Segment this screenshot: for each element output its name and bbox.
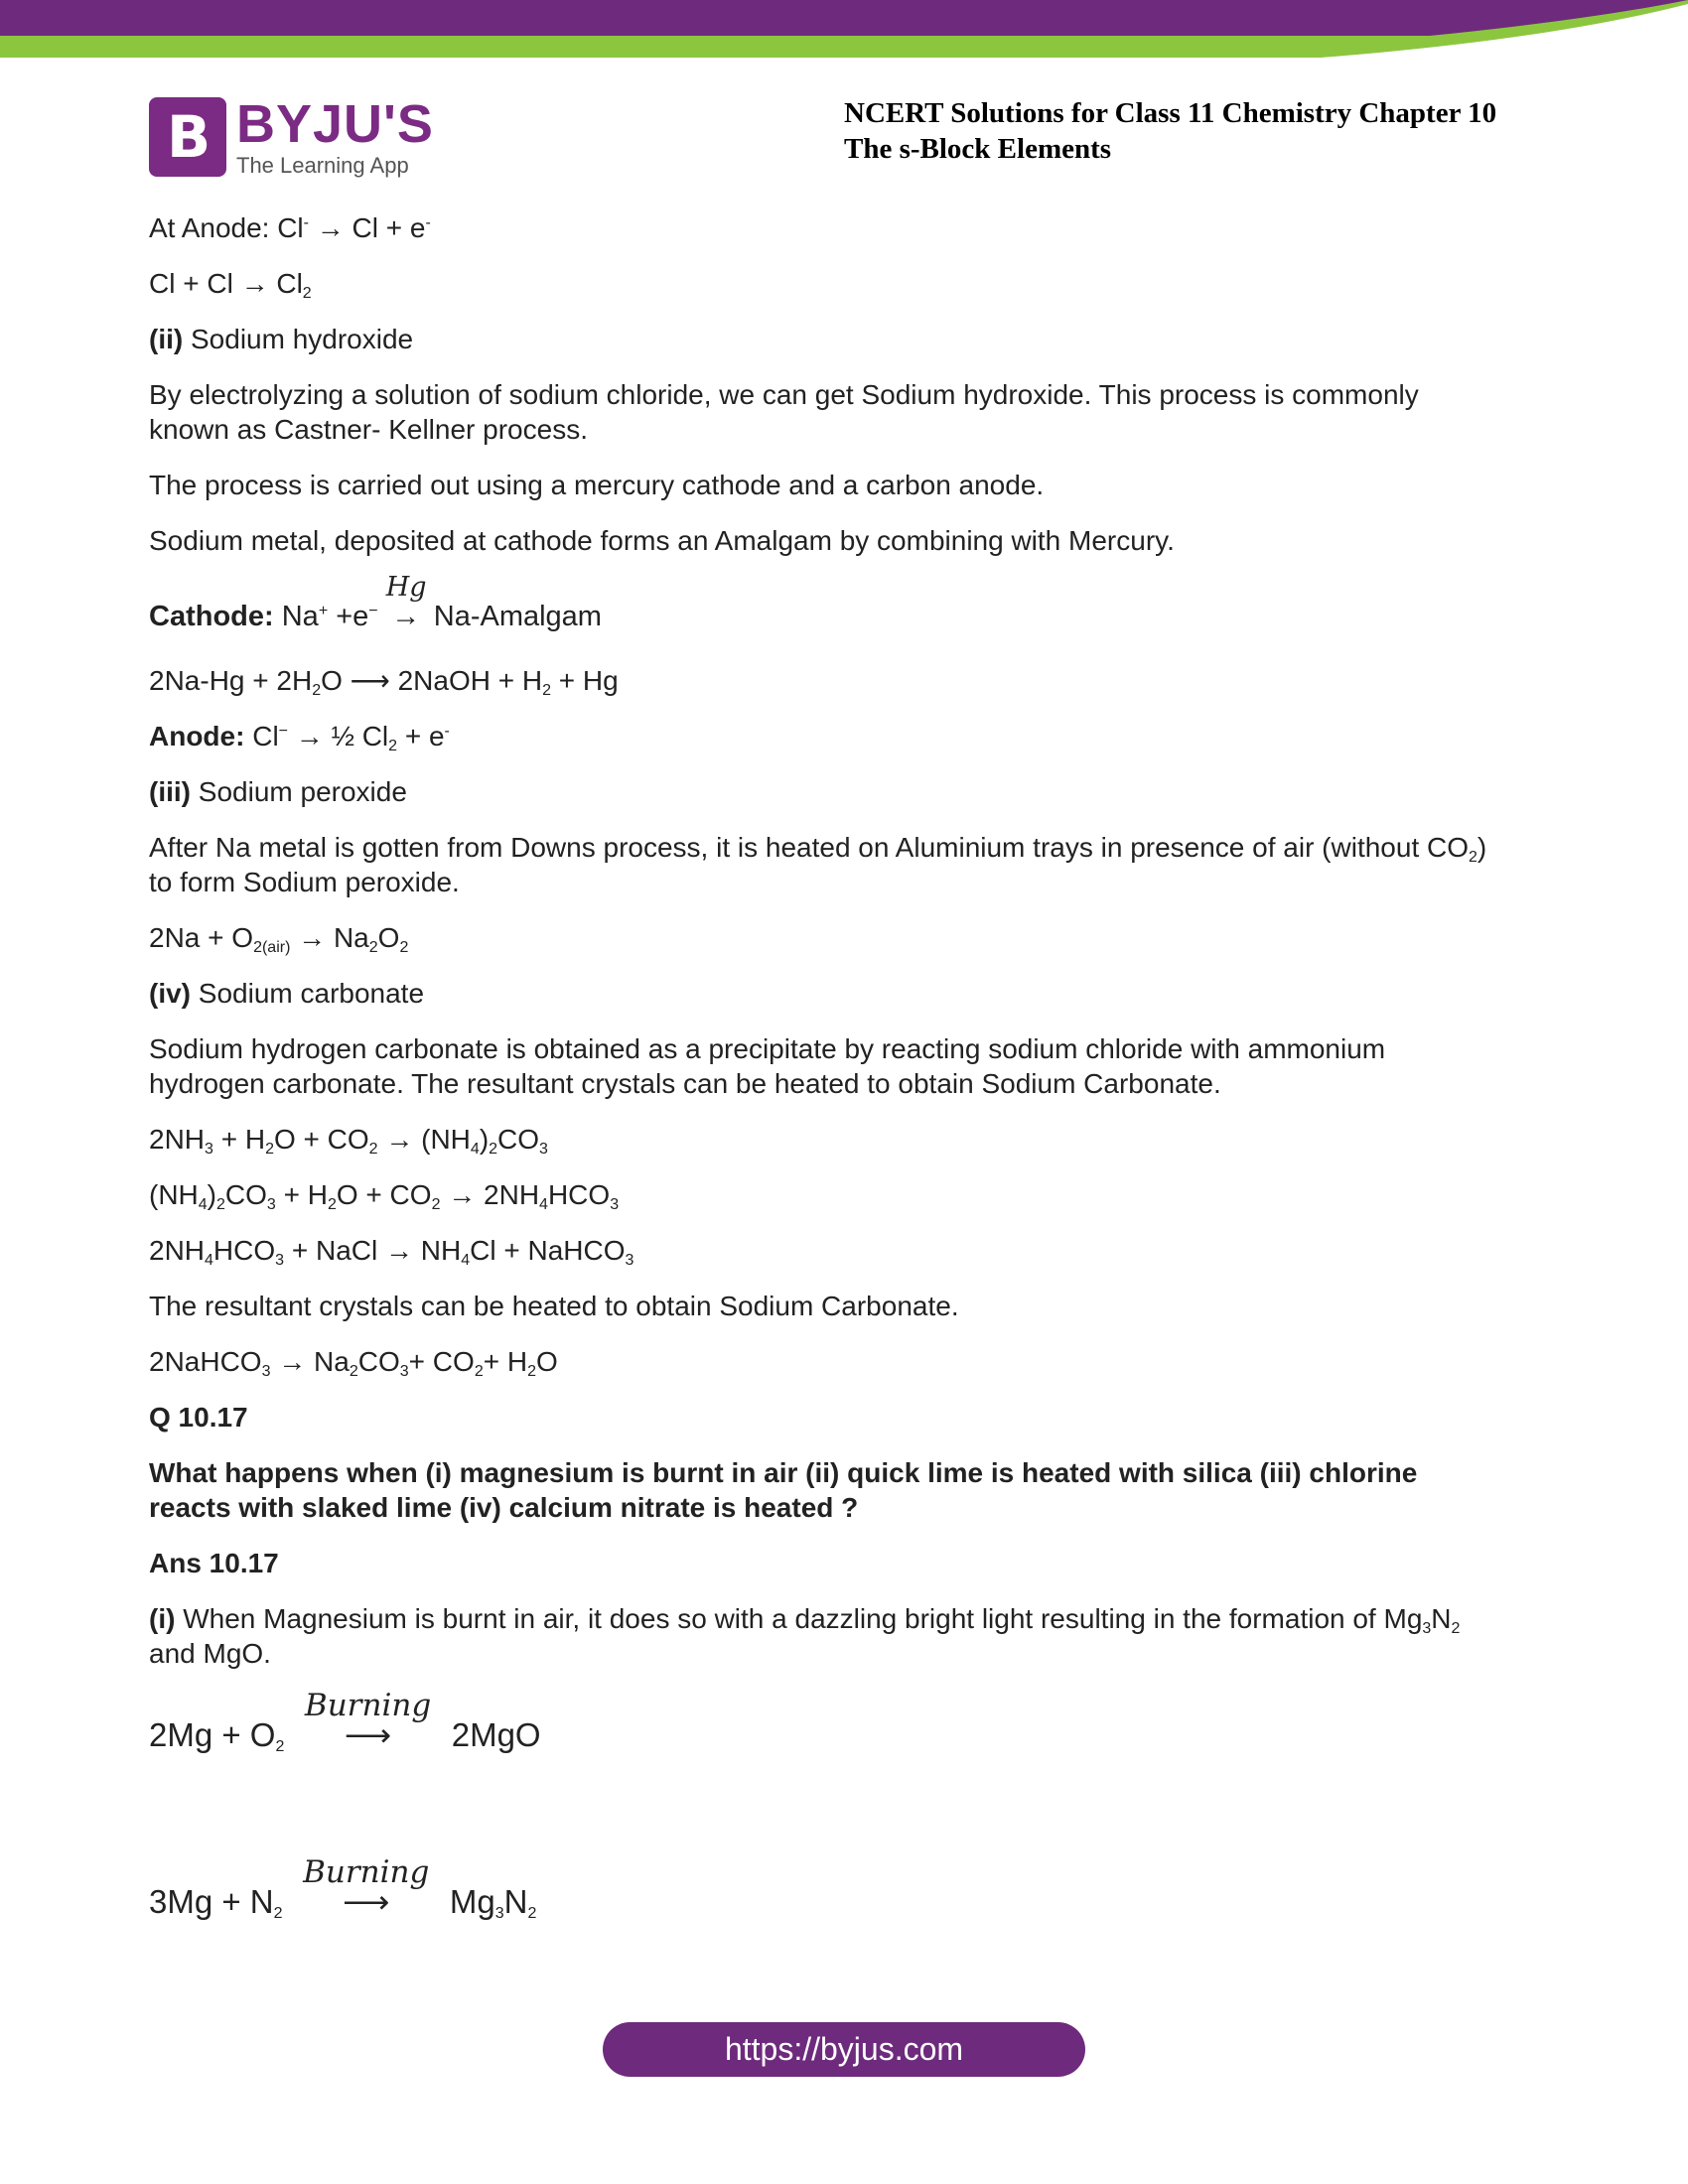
carbonate-equation-3: $2NH_4HCO_3$ + NaCl → $NH_4Cl$ + NaHCO$_3$ <box>149 1235 634 1269</box>
para-amalgam: Sodium metal, deposited at cathode forms an Amalgam by combining with Mercury. <box>149 525 1175 556</box>
page-title <box>844 95 1599 167</box>
answer-label: Ans 10.17 <box>149 1548 279 1578</box>
carbonate-equation-1: $2NH_3 + H_2O + CO_2 \to (NH_4)_2CO_3$ <box>149 1124 548 1158</box>
chlorine-equation: $Cl + Cl \to Cl_2$ <box>149 268 312 302</box>
catalyst-label: Hg <box>385 572 427 603</box>
amalgam-reaction: $2Na-Hg + 2H_2O$ ⟶ 2NaOH + $H_2 + Hg$ <box>149 665 619 699</box>
carbonate-equation-4: 2NaHCO$_3$ → $Na_2CO_3+ CO_2+ H_2O$ <box>149 1346 558 1380</box>
heading-sodium-carbonate: (iv) Sodium carbonate <box>149 978 425 1009</box>
byjus-logo <box>149 94 437 181</box>
heading-sodium-peroxide: (iii) Sodium peroxide <box>149 776 407 807</box>
carbonate-equation-2: $(NH_4)_2CO_3 + H_2O + CO_2 \to 2NH_4HCO_3$ <box>149 1179 620 1213</box>
para-carbonate: Sodium hydrogen carbonate is obtained as a precipitate by reacting sodium chloride with ammonium hydrogen carbonate. The resultant crystals can be heated to obtain Sodium Carbonate. <box>149 1033 1386 1099</box>
mgo-equation: $2Mg + O_2$ Burning ⟶ 2MgO <box>149 1688 541 1755</box>
logo-tagline: The Learning App <box>236 153 409 178</box>
para-naoh: By electrolyzing a solution of sodium chloride, we can get Sodium hydroxide. This process is commonly known as Castner- Kellner process. <box>149 379 1419 445</box>
peroxide-equation: $2Na + O_{2(air)} \to Na_2O_2$ <box>149 922 409 956</box>
logo-brand-name: BYJU'S <box>236 94 434 154</box>
title-line-1: NCERT Solutions for Class 11 Chemistry Chapter 10 <box>844 97 1497 129</box>
para-process: The process is carried out using a mercury cathode and a carbon anode. <box>149 470 1045 500</box>
mg3n2-equation: $3Mg + N_2$ Burning ⟶ $Mg_3N_2$ <box>149 1854 537 1922</box>
question-text: What happens when (i) magnesium is burnt in air (ii) quick lime is heated with silica (iii) chlorine reacts with slaked lime (iv) calcium nitrate is heated ? <box>149 1457 1418 1523</box>
logo-mark: B <box>149 97 226 177</box>
cathode-equation: Cathode: Na+ +e− Hg → Na-Amalgam <box>149 572 602 632</box>
burning-label: Burning <box>303 1854 430 1890</box>
burning-label: Burning <box>304 1688 432 1723</box>
title-line-2: The s-Block Elements <box>844 133 1112 165</box>
top-banner <box>0 0 1688 60</box>
para-resultant: The resultant crystals can be heated to obtain Sodium Carbonate. <box>149 1291 959 1321</box>
para-peroxide: After Na metal is gotten from Downs process, it is heated on Aluminium trays in presence of air (without $CO_2$) to form Sodium peroxide. <box>149 832 1487 897</box>
heading-sodium-hydroxide: (ii) Sodium hydroxide <box>149 324 414 354</box>
footer-url-link[interactable]: https://byjus.com <box>603 2022 1085 2077</box>
answer-i-text: (i) When Magnesium is burnt in air, it does so with a dazzling bright light resulting in the formation of $Mg_3N_2$ and MgO. <box>149 1603 1461 1669</box>
anode-equation: At Anode: Cl- → Cl + e- <box>149 212 431 243</box>
question-label: Q 10.17 <box>149 1402 248 1433</box>
anode-reaction: Anode: Cl− → ½ $Cl_2 + e^-$ <box>149 721 450 754</box>
